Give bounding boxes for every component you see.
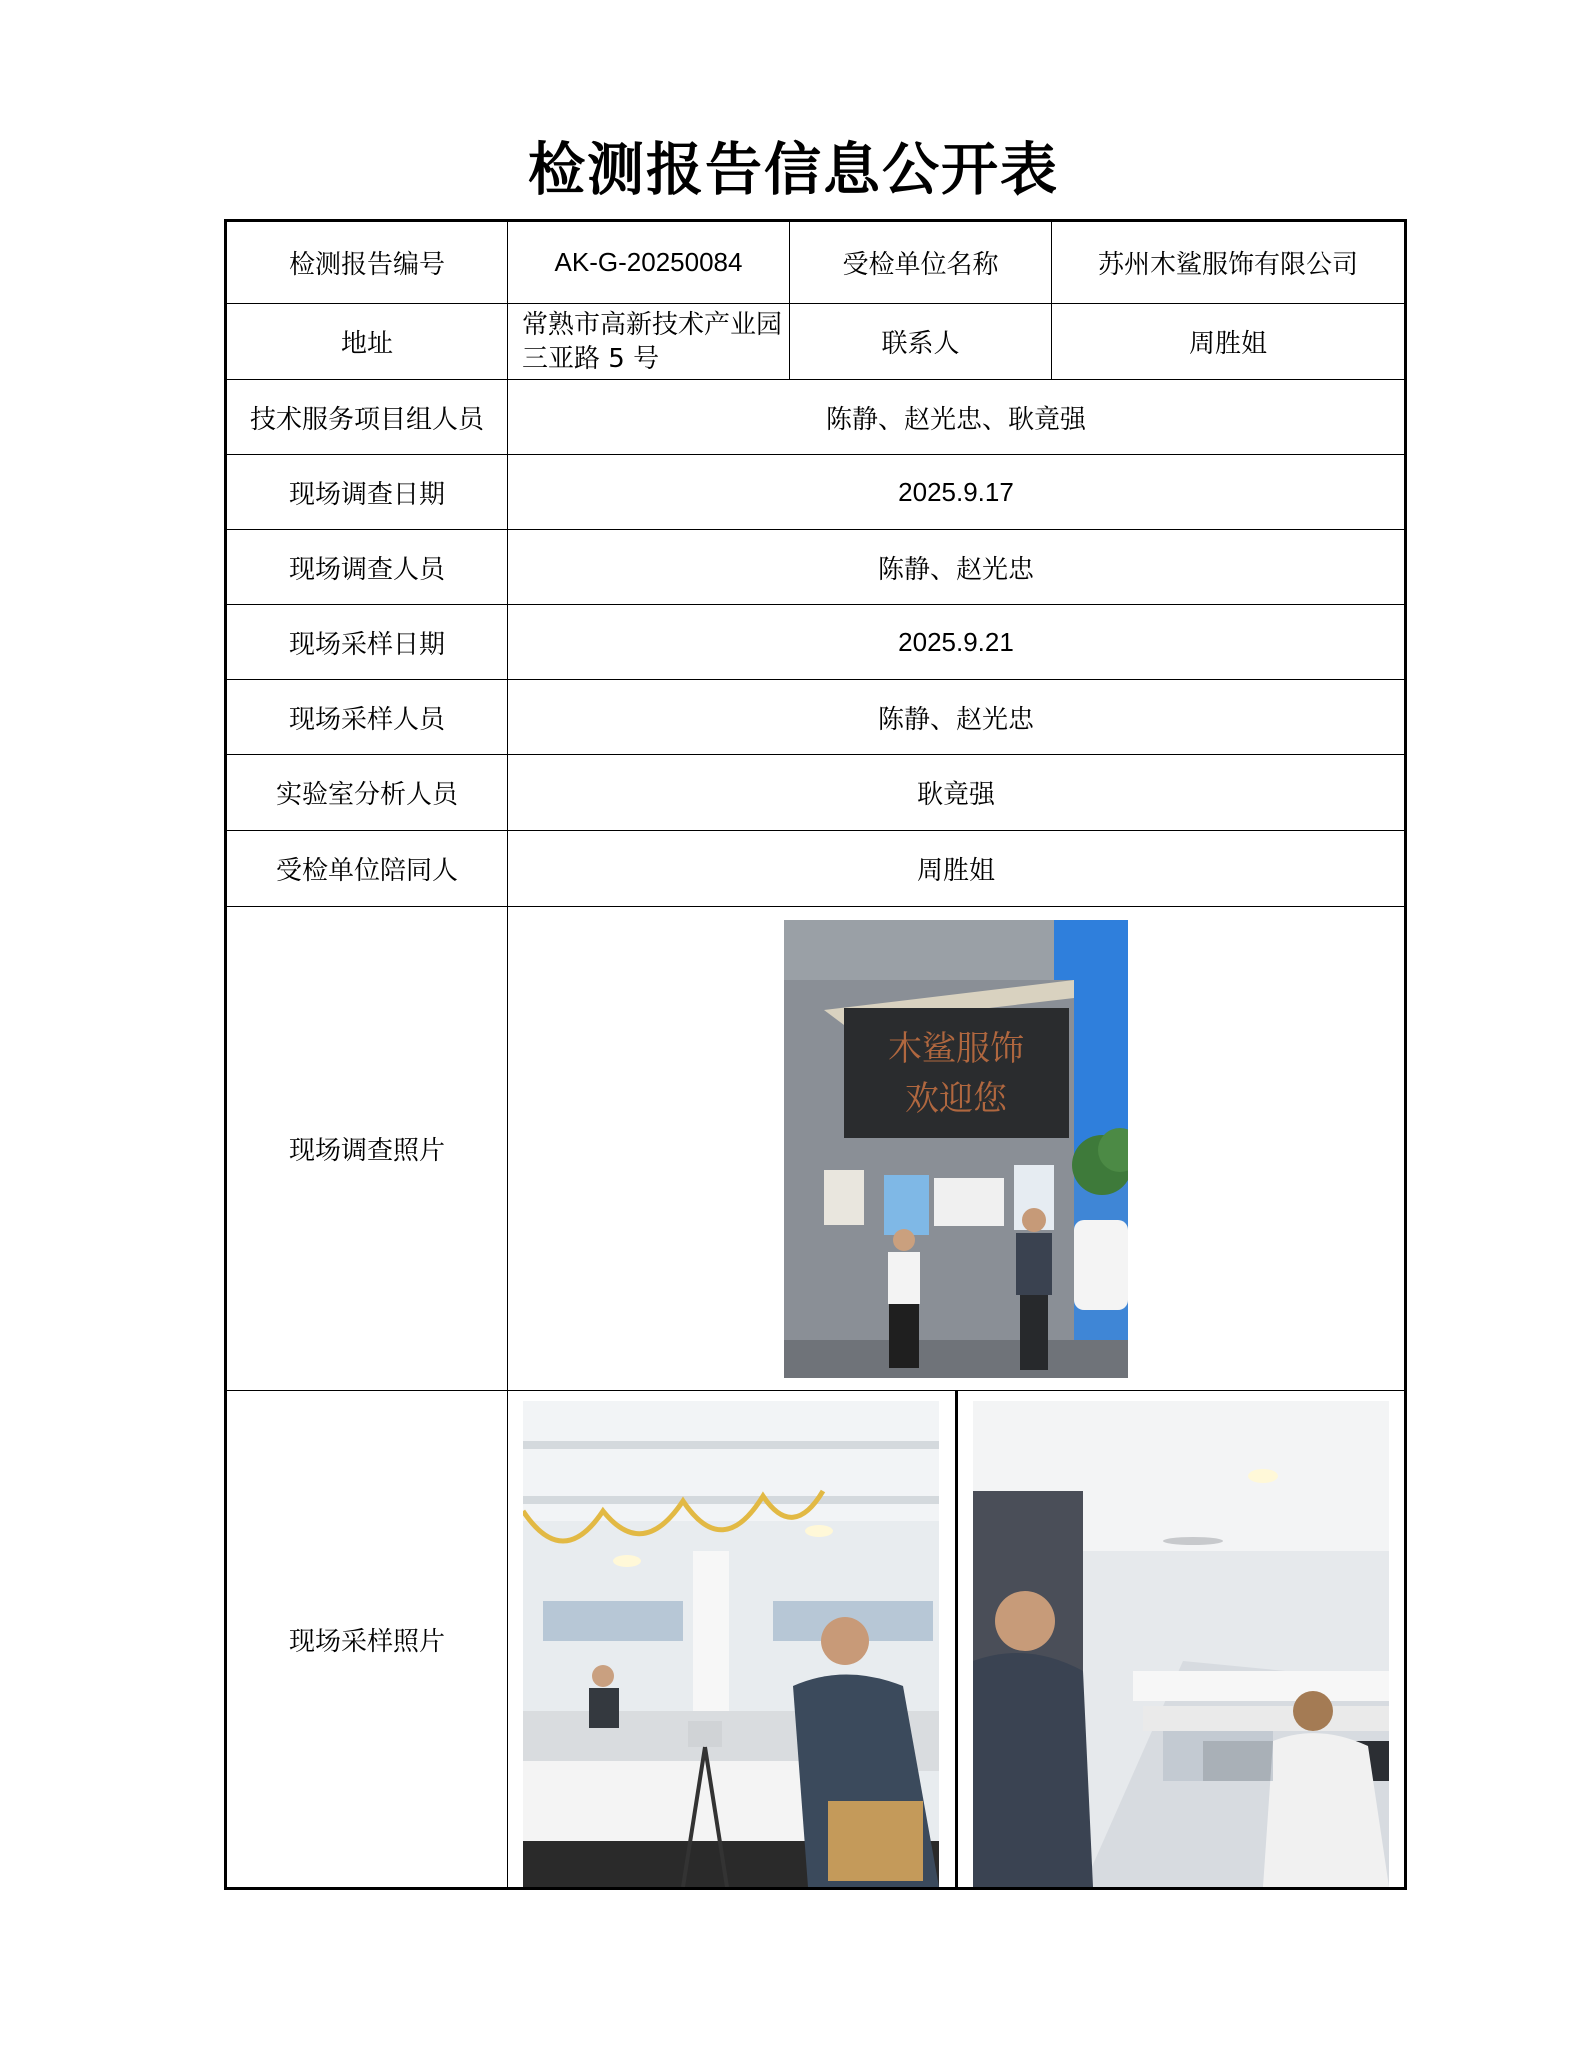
sampling-photo-1 <box>523 1401 939 1887</box>
table-row <box>226 680 1406 755</box>
survey-date-value: 2025.9.17 <box>508 455 1406 530</box>
sampling-photo-2-image <box>973 1401 1389 1887</box>
sampling-photo-1-image <box>523 1401 939 1887</box>
report-table <box>224 219 1407 1890</box>
survey-date-label: 现场调查日期 <box>226 455 508 530</box>
escort-value: 周胜姐 <box>508 831 1406 907</box>
table-row <box>226 455 1406 530</box>
escort-label: 受检单位陪同人 <box>226 831 508 907</box>
sign-line-1: 木鲨服饰 <box>888 1028 1024 1069</box>
table-row <box>226 605 1406 680</box>
survey-photo-image <box>784 920 1128 1378</box>
sampling-date-label: 现场采样日期 <box>226 605 508 680</box>
project-team-label: 技术服务项目组人员 <box>226 380 508 455</box>
survey-photo <box>784 920 1128 1378</box>
contact-label: 联系人 <box>790 304 1052 380</box>
survey-staff-value: 陈静、赵光忠 <box>508 530 1406 605</box>
table-row <box>226 907 1406 1391</box>
report-no-label: 检测报告编号 <box>226 221 508 304</box>
table-row <box>226 831 1406 907</box>
sampling-photo-right-cell <box>955 1391 1405 1887</box>
address-value: 常熟市高新技术产业园三亚路 5 号 <box>508 304 790 380</box>
contact-value: 周胜姐 <box>1052 304 1406 380</box>
survey-staff-label: 现场调查人员 <box>226 530 508 605</box>
sampling-photo-label: 现场采样照片 <box>226 1391 508 1889</box>
table-row <box>226 221 1406 304</box>
table-row <box>226 304 1406 380</box>
report-no-value: AK-G-20250084 <box>508 221 790 304</box>
table-row <box>226 1391 1406 1889</box>
address-label: 地址 <box>226 304 508 380</box>
page-title: 检测报告信息公开表 <box>528 136 1059 203</box>
table-row <box>226 380 1406 455</box>
lab-analyst-value: 耿竟强 <box>508 755 1406 831</box>
sampling-photo-left-cell <box>508 1391 955 1887</box>
sampling-staff-value: 陈静、赵光忠 <box>508 680 1406 755</box>
sampling-photo-2 <box>973 1401 1389 1887</box>
table-row <box>226 530 1406 605</box>
sampling-date-value: 2025.9.21 <box>508 605 1406 680</box>
unit-name-value: 苏州木鲨服饰有限公司 <box>1052 221 1406 304</box>
sampling-staff-label: 现场采样人员 <box>226 680 508 755</box>
sampling-photo-cell <box>508 1391 1406 1889</box>
project-team-value: 陈静、赵光忠、耿竟强 <box>508 380 1406 455</box>
unit-name-label: 受检单位名称 <box>790 221 1052 304</box>
sign-line-2: 欢迎您 <box>905 1078 1007 1119</box>
table-row <box>226 755 1406 831</box>
survey-photo-label: 现场调查照片 <box>226 907 508 1391</box>
survey-photo-cell <box>508 907 1406 1391</box>
lab-analyst-label: 实验室分析人员 <box>226 755 508 831</box>
